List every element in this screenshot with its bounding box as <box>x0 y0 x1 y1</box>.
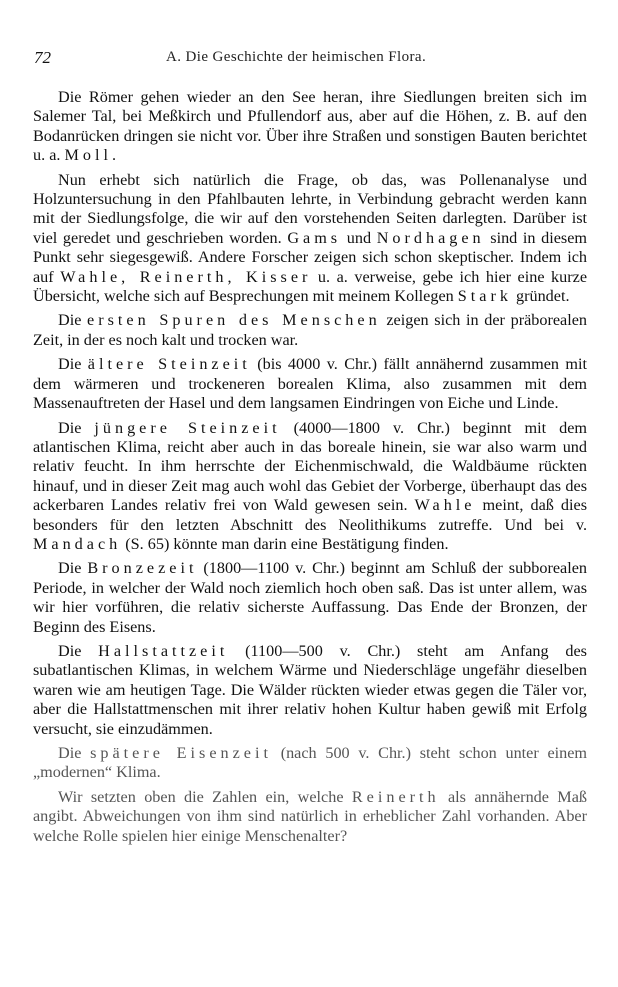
author-name-spaced: Moll <box>64 146 112 165</box>
text-run: Die <box>58 311 88 330</box>
paragraph-hallstatt <box>33 642 587 739</box>
text-run: Wir setzten oben die Zahlen ein, welche <box>58 787 352 806</box>
text-run: und <box>341 228 377 247</box>
text-run: (bis 4000 v. Chr.) fällt annähernd zusammen mit dem wärmeren und trockeneren borealen Klima, also zusammen mit dem Massenauftreten der Hasel und dem langsamen Eindringen von Eiche und Linde. <box>33 355 587 413</box>
author-name-spaced: Mandach <box>33 534 122 553</box>
text-run: Nun erhebt sich natürlich die Frage, ob das, was Pollenanalyse und Holzuntersuchung in den Pfahlbauten lehrte, in Verbindung gebracht werden kann mit der Siedlungsfolge, die wir auf den vorstehenden Seiten darlegten. Darüber ist viel geredet und geschrieben worden. <box>33 170 587 247</box>
term-spaced: ältere Steinzeit <box>87 355 251 374</box>
text-run: gründet. <box>511 287 570 306</box>
paragraph-dates-note <box>33 788 587 846</box>
author-name-spaced: Stark <box>457 287 512 306</box>
running-title: A. Die Geschichte der heimischen Flora. <box>166 49 427 65</box>
term-spaced: Hallstattzeit <box>98 641 229 660</box>
text-run: Die <box>58 418 95 437</box>
text-run: Die <box>58 559 88 578</box>
text-run: Die <box>58 641 99 660</box>
term-spaced: ersten Spuren des Menschen <box>87 311 381 330</box>
page-number: 72 <box>34 48 51 67</box>
paragraph-bronze-age <box>33 559 587 637</box>
author-name-spaced: Gams <box>287 228 342 247</box>
term-spaced: spätere Eisenzeit <box>90 744 272 762</box>
author-name-spaced: Reinerth <box>351 787 440 806</box>
text-run: (S. 65) könnte man darin eine Bestätigung finden. <box>121 534 449 553</box>
paragraph-younger-stone-age <box>33 419 587 555</box>
text-run: meint, daß dies besonders für den letzten Abschnitt des Neolithikums zutreffe. Und bei v. <box>33 496 588 534</box>
author-name-spaced: Wahle, Reinerth, Kisser <box>60 267 312 286</box>
text-run: u. a. verweise, gebe ich hier eine kurze Übersicht, welche sich auf Besprechungen mit meinem Kollegen <box>33 267 587 306</box>
paragraph-romans <box>33 88 587 166</box>
text-run: sind in diesem Punkt sehr siegesgewiß. Andere Forscher zeigen sich schon skeptischer. Indem ich auf <box>33 228 588 286</box>
text-run: (4000—1800 v. Chr.) beginnt mit dem atlantischen Klima, reicht aber auch in das boreale hinein, sie war also warm und relativ feucht. In ihm herrschte der Eichenmischwald, die Waldbäume rückten hinauf, und in dieser Zeit mag auch wohl das Gebiet der Vorberge, überhaupt das des ackerbaren Landes relativ frei von Wald gewesen sein. <box>33 418 587 515</box>
text-run: Die Römer gehen wieder an den See heran, ihre Siedlungen breiten sich im Salemer Tal, bei Meßkirch und Pfullendorf aus, aber auf die Höhen, z. B. auf den Bodanrücken dringen sie nicht vor. Über ihre Straßen und sonstigen Bauten berichtet u. a. <box>33 88 587 165</box>
text-run: . <box>111 146 116 165</box>
paragraph-first-traces <box>33 311 587 350</box>
paragraph-older-stone-age <box>33 355 587 413</box>
text-run: (1100—500 v. Chr.) steht am Anfang des subatlantischen Klimas, in welchem Wärme und Niederschläge ungefähr dieselben waren wie am heutigen Tage. Die Wälder rückten wieder etwas gegen die Täler vor, aber die Hallstattmenschen mit ihrer relativ hohen Kultur haben gewiß mit Erfolg versucht, sie einzudämmen. <box>33 641 587 738</box>
author-name-spaced: Nordhagen <box>376 228 485 247</box>
text-run: als annähernde Maß angibt. Abweichungen von ihm sind natürlich in erheblicher Zahl vorhanden. Aber welche Rolle spielen hier einige Menschenalter? <box>33 787 587 845</box>
text-run: Die <box>58 744 91 762</box>
paragraph-question <box>33 171 587 307</box>
text-run: Die <box>58 355 88 374</box>
text-run: (nach 500 v. Chr.) steht schon unter einem „modernen“ Klima. <box>33 744 588 782</box>
text-run: (1800—1100 v. Chr.) beginnt am Schluß der subborealen Periode, in welcher der Wald noch ziemlich hoch oben saß. Das ist unter allem, was wir hier vorführen, die relativ sicherste Auffassung. Das Ende der Bronzen, der Beginn des Eisens. <box>33 559 587 636</box>
text-run: zeigen sich in der präborealen Zeit, in der es noch kalt und trocken war. <box>33 311 588 349</box>
term-spaced: Bronzezeit <box>87 559 198 578</box>
page-header <box>34 48 586 70</box>
term-spaced: jüngere Steinzeit <box>94 418 281 437</box>
body-text <box>33 88 587 851</box>
paragraph-later-iron-age <box>33 744 587 783</box>
author-name-spaced: Wahle <box>414 496 476 515</box>
